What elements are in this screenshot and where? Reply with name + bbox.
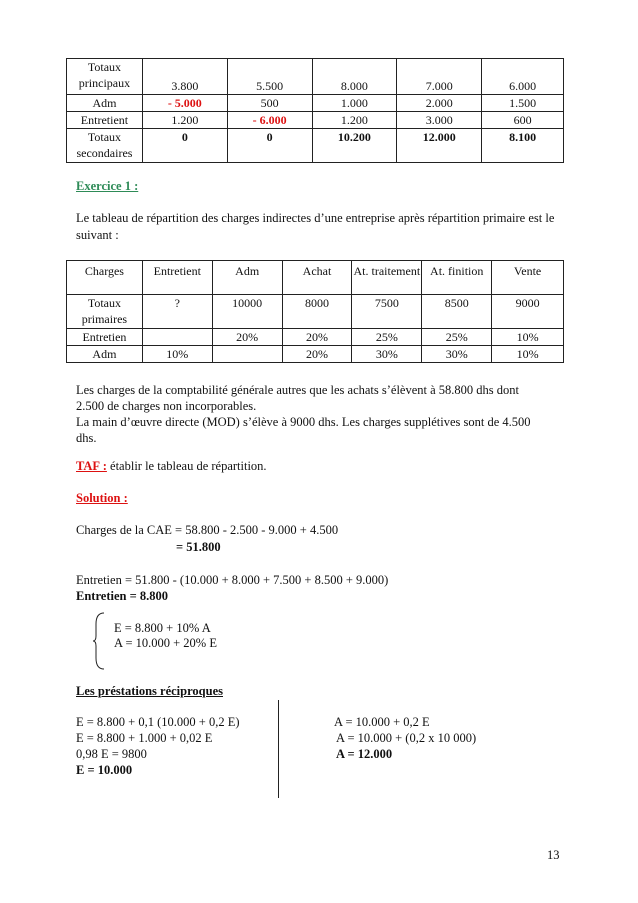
table-cell: 12.000 [397, 129, 482, 163]
right-equation: A = 10.000 + (0,2 x 10 000) [336, 731, 477, 745]
column-header: Achat [282, 261, 352, 295]
brace-icon [92, 612, 106, 670]
table-row [67, 112, 564, 129]
table-cell: - 5.000 [142, 95, 227, 112]
table-header-row [67, 261, 564, 295]
table-cell: 20% [282, 329, 352, 346]
row-label: Totaux principaux [67, 59, 143, 95]
table-cell: 8500 [422, 295, 492, 329]
column-header: Entretient [142, 261, 212, 295]
column-header: At. traitement [352, 261, 422, 295]
entretien-line: Entretien = 51.800 - (10.000 + 8.000 + 7.500 + 8.500 + 9.000) [76, 573, 389, 587]
table-cell: 7.000 [397, 59, 482, 95]
table-cell: 1.000 [312, 95, 397, 112]
table-cell: 10.200 [312, 129, 397, 163]
table-totaux [66, 58, 564, 163]
table-cell: 8000 [282, 295, 352, 329]
taf-line [76, 458, 267, 474]
table-row [67, 59, 564, 95]
left-equation: 0,98 E = 9800 [76, 747, 147, 761]
entretien-result: Entretien = 8.800 [76, 589, 168, 603]
table-cell: 25% [352, 329, 422, 346]
table-cell: 9000 [492, 295, 564, 329]
intro-paragraph: Le tableau de répartition des charges indirectes d’une entreprise après répartition primaire est le suivant : [76, 211, 555, 242]
right-equation: A = 12.000 [336, 747, 393, 761]
right-equation: A = 10.000 + 0,2 E [334, 715, 430, 729]
table-cell: 0 [227, 129, 312, 163]
table-cell: 30% [422, 346, 492, 363]
table-row [67, 129, 564, 163]
table-cell: 6.000 [482, 59, 564, 95]
row-label: Adm [67, 95, 143, 112]
paragraph-line: La main d’œuvre directe (MOD) s’élève à 9000 dhs. Les charges supplétives sont de 4.500 [76, 415, 531, 429]
table-row [67, 295, 564, 329]
page-number: 13 [547, 848, 560, 862]
column-header: Adm [212, 261, 282, 295]
table-cell: 600 [482, 112, 564, 129]
table-cell: 10% [142, 346, 212, 363]
exercise-title: Exercice 1 : [76, 179, 139, 193]
table-cell: 500 [227, 95, 312, 112]
table-cell: 20% [212, 329, 282, 346]
taf-text: établir le tableau de répartition. [106, 459, 267, 473]
cae-result: = 51.800 [176, 540, 221, 554]
prestations-title: Les préstations réciproques [76, 684, 223, 698]
column-header: At. finition [422, 261, 492, 295]
table-cell: - 6.000 [227, 112, 312, 129]
table-cell: 1.200 [142, 112, 227, 129]
row-label: Entretien [67, 329, 143, 346]
left-equation: E = 8.800 + 1.000 + 0,02 E [76, 731, 213, 745]
table-cell: 5.500 [227, 59, 312, 95]
table-cell: 8.000 [312, 59, 397, 95]
table-cell: 1.500 [482, 95, 564, 112]
table-cell: 25% [422, 329, 492, 346]
table-cell: 10% [492, 329, 564, 346]
table-cell: 10000 [212, 295, 282, 329]
cae-line: Charges de la CAE = 58.800 - 2.500 - 9.000 + 4.500 [76, 523, 339, 537]
column-header: Charges [67, 261, 143, 295]
table-cell: 10% [492, 346, 564, 363]
left-equation: E = 8.800 + 0,1 (10.000 + 0,2 E) [76, 715, 240, 729]
paragraph-line: dhs. [76, 431, 97, 445]
table-cell: 1.200 [312, 112, 397, 129]
table-cell: 3.000 [397, 112, 482, 129]
table-cell: 8.100 [482, 129, 564, 163]
table-cell: 20% [282, 346, 352, 363]
table-cell: 7500 [352, 295, 422, 329]
row-label: Entretient [67, 112, 143, 129]
column-header: Vente [492, 261, 564, 295]
table-cell: ? [142, 295, 212, 329]
solution-label: Solution : [76, 491, 128, 505]
table-row [67, 329, 564, 346]
table-cell: 30% [352, 346, 422, 363]
table-row [67, 95, 564, 112]
table-cell: 3.800 [142, 59, 227, 95]
row-label: Totaux primaires [67, 295, 143, 329]
paragraph-line: Les charges de la comptabilité générale autres que les achats s’élèvent à 58.800 dhs dont [76, 383, 520, 397]
table-repartition [66, 260, 564, 363]
paragraph-line: 2.500 de charges non incorporables. [76, 399, 257, 413]
system-equation: A = 10.000 + 20% E [114, 636, 217, 650]
row-label: Totaux secondaires [67, 129, 143, 163]
left-equation: E = 10.000 [76, 763, 133, 777]
table-cell [212, 346, 282, 363]
table-row [67, 346, 564, 363]
vertical-divider [278, 700, 279, 798]
table-cell [142, 329, 212, 346]
table-cell: 0 [142, 129, 227, 163]
table-cell: 2.000 [397, 95, 482, 112]
system-equation: E = 8.800 + 10% A [114, 621, 211, 635]
row-label: Adm [67, 346, 143, 363]
taf-label: TAF : [76, 459, 107, 473]
